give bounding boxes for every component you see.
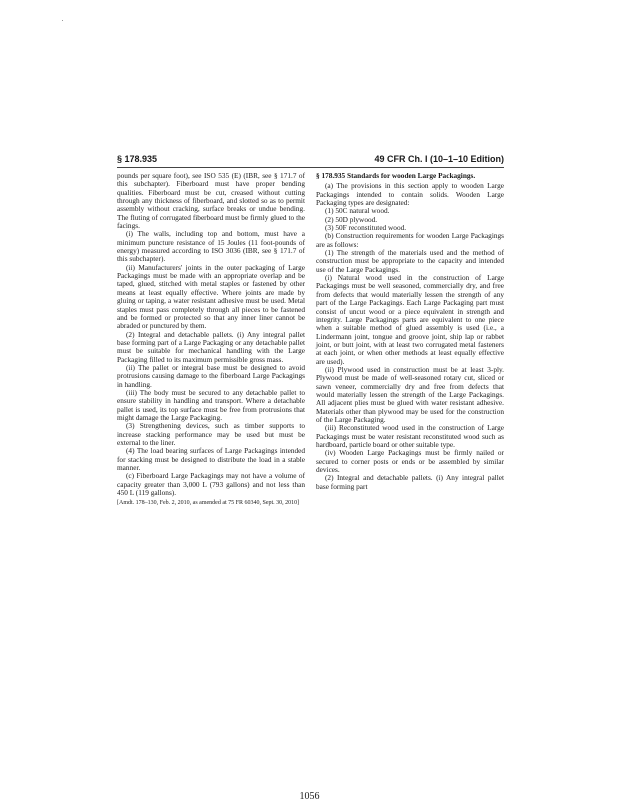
paragraph: (a) The provisions in this section apply to wooden Large Packagings intended to contain solids. Wooden Large Packaging types are designated: xyxy=(316,181,504,208)
paragraph: (ii) Plywood used in construction must be at least 3-ply. Plywood must be made of well-seasoned rotary cut, sliced or sawn veneer, commercially dry and free from defects that would materially lessen the strength of the Large Packagings. All adjacent plies must be glued with water resistant adhesive. Materials other than plywood may be used for the construction of the Large Packaging. xyxy=(316,364,504,424)
paragraph: (4) The load bearing surfaces of Large Packagings intended for stacking must be designed to distribute the load in a stable manner. xyxy=(117,446,305,473)
section-heading: § 178.935 Standards for wooden Large Packagings. xyxy=(316,171,476,180)
paragraph: (1) The strength of the materials used and the method of construction must be appropriate to the capacity and intended use of the Large Packagings. xyxy=(316,248,504,274)
paragraph: (i) Natural wood used in the construction of Large Packagings must be well seasoned, commercially dry, and free from defects that would materially lessen the strength of any part of the Large Packagings. Each Large Packaging part must consist of uncut wood or a piece equivalent in strength and integrity. Large Packagings parts are equivalent to one piece when a suitable method of glued assembly is used (i.e., a Lindermann joint, tongue and groove joint, ship lap or rabbet joint, or butt joint, with at least two corrugated metal fasteners at each joint, or when other methods at least equally effective are used). xyxy=(316,273,504,366)
page-number: 1056 xyxy=(299,791,320,802)
paragraph: (iii) The body must be secured to any detachable pallet to ensure stability in handling and transport. Where a detachable pallet is used, its top surface must be free from protrusions that might damage the Large Packaging. xyxy=(117,387,305,422)
amendment-citation: [Amdt. 178–130, Feb. 2, 2010, as amended at 75 FR 60340, Sept. 30, 2010] xyxy=(117,500,300,507)
paragraph: (c) Fiberboard Large Packagings may not have a volume of capacity greater than 3,000 L (793 gallons) and not less than 450 L (119 gallons). xyxy=(117,471,305,498)
paragraph: (i) The walls, including top and bottom, must have a minimum puncture resistance of 15 Joules (11 foot-pounds of energy) measured according to ISO 3036 (IBR, see § 171.7 of this subchapter). xyxy=(117,229,305,264)
paragraph: pounds per square foot), see ISO 535 (E) (IBR, see § 171.7 of this subchapter). Fiberboard must have proper bending qualities. Fiberboard must be cut, creased without cutting through any thickness of fiberboard, and slotted so as to permit assembly without cracking, surface breaks or undue bending. The fluting of corrugated fiberboard must be firmly glued to the facings. xyxy=(117,171,305,231)
running-head xyxy=(117,154,504,168)
paragraph: (b) Construction requirements for wooden Large Packagings are as follows: xyxy=(316,231,504,249)
paragraph: (iii) Reconstituted wood used in the construction of Large Packagings must be water resistant reconstituted wood such as hardboard, particle board or other suitable type. xyxy=(316,423,504,449)
list-item: (2) 50D plywood. xyxy=(325,214,378,224)
scan-speck xyxy=(62,20,63,21)
paragraph: (ii) The pallet or integral base must be designed to avoid protrusions causing damage to the fiberboard Large Packagings in handling. xyxy=(117,362,305,389)
paragraph: (2) Integral and detachable pallets. (i) Any integral pallet base forming part xyxy=(316,473,504,491)
header-section-number: § 178.935 xyxy=(117,154,158,164)
paragraph: (3) Strengthening devices, such as timber supports to increase stacking performance may be used but must be external to the liner. xyxy=(117,421,305,447)
paragraph: (iv) Wooden Large Packagings must be firmly nailed or secured to corner posts or ends or be assembled by similar devices. xyxy=(316,448,504,475)
paragraph: (ii) Manufacturers' joints in the outer packaging of Large Packagings must be made with an appropriate overlap and be taped, glued, stitched with metal staples or fastened by other means at least equally effective. Where joints are made by gluing or taping, a water resistant adhesive must be used. Metal staples must pass completely through all pieces to be fastened and be formed or protected so that any inner liner cannot be abraded or punctured by them. xyxy=(117,262,305,331)
list-item: (1) 50C natural wood. xyxy=(325,206,390,216)
header-title: 49 CFR Ch. I (10–1–10 Edition) xyxy=(374,154,504,164)
right-column xyxy=(316,172,504,491)
header-rule xyxy=(117,167,504,168)
paragraph: (2) Integral and detachable pallets. (i) Any integral pallet base forming part of a Large Packaging or any detachable pallet must be suitable for mechanical handling with the Large Packaging filled to its maximum permissible gross mass. xyxy=(117,329,305,364)
left-column xyxy=(117,172,305,507)
list-item: (3) 50F reconstituted wood. xyxy=(325,223,407,233)
